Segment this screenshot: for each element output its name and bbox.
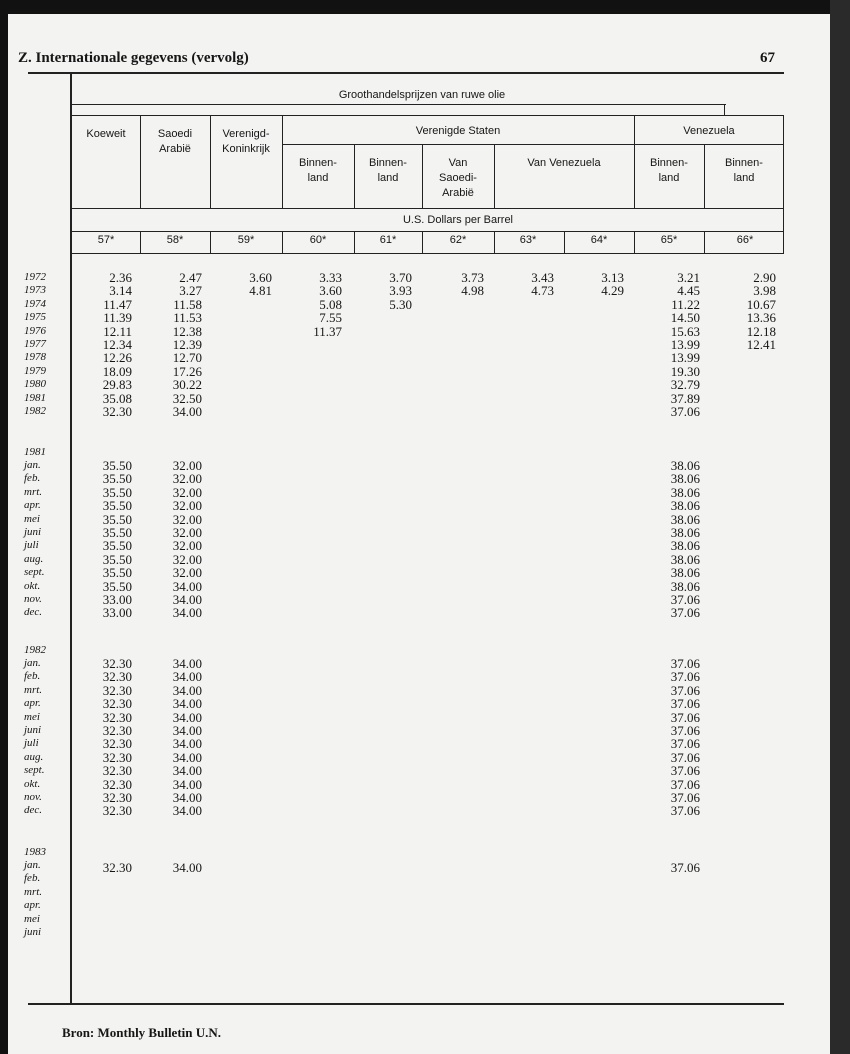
vs-group-rule [282, 144, 634, 145]
row-label-year: 1981 [24, 391, 46, 404]
row-label-year: 1982 [24, 405, 46, 417]
table-cell: 13.36 [746, 310, 776, 326]
row-label-month: mei [24, 912, 40, 925]
table-cell: 12.70 [172, 350, 202, 366]
codes-bottom-rule [70, 253, 784, 254]
row-label-month: aug. [24, 750, 44, 763]
header-line: Binnen- [299, 157, 337, 169]
table-cell: 32.30 [102, 763, 132, 779]
table-cell: 32.00 [172, 525, 202, 540]
row-label-month: dec. [24, 804, 43, 817]
table-cell: 2.47 [179, 270, 202, 285]
table-cell: 37.06 [670, 763, 700, 779]
table-cell: 5.08 [319, 296, 342, 312]
table-cell: 19.30 [670, 363, 700, 379]
row-label-month: jan. [24, 657, 41, 669]
table-cell: 37.06 [670, 709, 700, 725]
ven-group-rule [634, 144, 784, 145]
row-label-month: juni [24, 526, 42, 538]
header-line: land [658, 172, 680, 184]
code-sep [210, 231, 211, 254]
table-cell: 14.50 [670, 310, 700, 326]
table-cell: 34.00 [172, 763, 202, 779]
table-cell: 32.50 [172, 390, 202, 406]
row-label-year: 1973 [24, 284, 46, 297]
table-cell: 34.00 [172, 605, 202, 621]
table-cell: 13.99 [670, 337, 700, 352]
columns-bottom-rule [70, 208, 784, 209]
code-sep [354, 231, 355, 254]
table-cell: 3.60 [319, 283, 342, 299]
row-label-year: 1980 [24, 378, 46, 391]
table-cell: 37.06 [670, 605, 700, 621]
row-label-month: juli [24, 539, 39, 552]
table-cell: 3.70 [389, 270, 412, 285]
row-label-month: apr. [24, 499, 41, 512]
table-cell: 30.22 [172, 377, 202, 393]
table-cell: 3.98 [753, 283, 776, 299]
table-cell: 34.00 [172, 790, 202, 805]
row-label-year: 1972 [24, 271, 46, 283]
table-cell: 3.93 [389, 283, 412, 299]
column-code: 65* [660, 234, 678, 246]
table-cell: 3.21 [677, 270, 700, 285]
table-cell: 11.53 [173, 310, 202, 326]
row-label-month: mei [24, 512, 40, 525]
row-label-month: juni [24, 724, 42, 736]
code-sep [422, 231, 423, 254]
table-cell: 3.43 [531, 270, 554, 285]
table-cell: 32.00 [172, 551, 202, 567]
header-line: land [307, 172, 329, 184]
table-cell: 11.37 [313, 323, 342, 339]
table-cell: 4.45 [677, 283, 700, 299]
row-label-month: feb. [24, 472, 41, 485]
row-label-month: nov. [24, 593, 42, 605]
table-cell: 12.18 [746, 323, 776, 339]
row-label-month: dec. [24, 606, 43, 619]
table-cell: 12.39 [172, 337, 202, 352]
table-cell: 37.06 [670, 749, 700, 765]
row-label-month: aug. [24, 552, 44, 565]
table-cell: 12.38 [172, 323, 202, 339]
table-cell: 34.00 [172, 736, 202, 752]
block-label-year: 1983 [24, 846, 46, 858]
table-cell: 38.06 [670, 484, 700, 500]
table-cell: 11.58 [173, 296, 202, 312]
codes-top-rule [70, 231, 784, 232]
row-label-month: okt. [24, 579, 41, 592]
col-header-saoedi-arabie [140, 127, 210, 157]
table-cell: 38.06 [670, 471, 700, 487]
header-line: Koninkrijk [222, 143, 270, 155]
table-cell: 35.50 [102, 484, 132, 500]
row-label-month: mrt. [24, 885, 43, 898]
table-cell: 34.00 [172, 776, 202, 792]
table-cell: 32.30 [102, 776, 132, 792]
table-cell: 37.06 [670, 682, 700, 698]
header-line: land [733, 172, 755, 184]
table-cell: 38.06 [670, 578, 700, 594]
table-cell: 32.00 [172, 498, 202, 514]
table-cell: 34.00 [172, 696, 202, 712]
page-number: 67 [760, 50, 775, 66]
column-code: 66* [736, 234, 754, 246]
table-cell: 37.89 [670, 390, 700, 406]
table-cell: 32.00 [172, 511, 202, 527]
columns-top-rule [70, 115, 784, 116]
table-cell: 34.00 [172, 656, 202, 671]
table-cell: 34.00 [172, 723, 202, 738]
table-cell: 32.30 [102, 803, 132, 819]
row-label-month: sept. [24, 764, 45, 777]
table-cell: 35.50 [102, 511, 132, 527]
table-cell: 37.06 [670, 404, 700, 419]
col-header-vs-van-saoedi-arabie [422, 156, 494, 201]
table-cell: 34.00 [172, 803, 202, 819]
row-label-month: apr. [24, 899, 41, 912]
table-cell: 33.00 [102, 592, 132, 607]
col-header-vs-van-venezuela: Van Venezuela [527, 157, 601, 169]
row-label-month: juli [24, 737, 39, 750]
table-cell: 11.22 [671, 296, 700, 312]
col-header-ven-binnenland-1 [634, 156, 704, 186]
table-cell: 12.11 [103, 323, 132, 339]
table-cell: 32.00 [172, 471, 202, 487]
table-cell: 10.67 [746, 296, 776, 312]
group-header-verenigde-staten: Verenigde Staten [415, 125, 501, 137]
column-code: 57* [97, 234, 115, 246]
row-label-month: mei [24, 710, 40, 723]
table-cell: 2.90 [753, 270, 776, 285]
table-cell: 33.00 [102, 605, 132, 621]
table-cell: 35.08 [102, 390, 132, 406]
table-cell: 35.50 [102, 565, 132, 581]
table-cell: 34.00 [172, 749, 202, 765]
title-bottom-rule [70, 104, 726, 105]
table-cell: 32.30 [102, 404, 132, 419]
column-code: 60* [309, 234, 327, 246]
table-cell: 17.26 [172, 363, 202, 379]
col-header-vs-binnenland-2 [354, 156, 422, 186]
table-cell: 32.30 [102, 682, 132, 698]
table-cell: 37.06 [670, 696, 700, 712]
table-cell: 32.30 [102, 736, 132, 752]
column-code: 64* [590, 234, 608, 246]
table-cell: 32.30 [102, 709, 132, 725]
row-label-month: jan. [24, 859, 41, 871]
table-cell: 5.30 [389, 296, 412, 312]
table-cell: 11.39 [103, 310, 132, 326]
header-line: Binnen- [725, 157, 763, 169]
table-cell: 3.73 [461, 270, 484, 285]
table-cell: 29.83 [102, 377, 132, 393]
column-code: 61* [379, 234, 397, 246]
row-label-month: okt. [24, 777, 41, 790]
table-cell: 11.47 [103, 296, 132, 312]
table-bottom-rule [28, 1003, 784, 1005]
table-cell: 37.06 [670, 592, 700, 607]
table-cell: 32.00 [172, 565, 202, 581]
row-label-year: 1974 [24, 297, 46, 310]
table-cell: 2.36 [109, 270, 132, 285]
table-cell: 37.06 [670, 790, 700, 805]
row-label-year: 1977 [24, 338, 46, 350]
page-edge-shadow [830, 0, 850, 1054]
table-cell: 32.30 [102, 860, 132, 875]
table-cell: 37.06 [670, 803, 700, 819]
table-cell: 3.27 [179, 283, 202, 299]
table-cell: 35.50 [102, 498, 132, 514]
page-title: Z. Internationale gegevens (vervolg) [18, 50, 249, 66]
table-cell: 38.06 [670, 498, 700, 514]
column-code: 58* [166, 234, 184, 246]
source-note: Bron: Monthly Bulletin U.N. [62, 1025, 222, 1040]
table-cell: 13.99 [670, 350, 700, 366]
row-label-month: juni [24, 926, 42, 938]
table-cell: 35.50 [102, 471, 132, 487]
column-code: 63* [519, 234, 537, 246]
table-cell: 35.50 [102, 538, 132, 554]
code-sep [140, 231, 141, 254]
header-line: Van [448, 157, 468, 169]
row-label-month: mrt. [24, 485, 43, 498]
table-cell: 32.00 [172, 458, 202, 473]
table-cell: 12.41 [746, 337, 776, 352]
table-cell: 12.26 [102, 350, 132, 366]
header-rule [28, 72, 784, 74]
table-cell: 35.50 [102, 525, 132, 540]
row-label-month: sept. [24, 566, 45, 579]
table-cell: 32.00 [172, 484, 202, 500]
block-label-year: 1981 [24, 446, 46, 458]
table-cell: 32.30 [102, 790, 132, 805]
table-cell: 34.00 [172, 682, 202, 698]
table-cell: 35.50 [102, 458, 132, 473]
table-cell: 4.29 [601, 283, 624, 299]
row-label-month: mrt. [24, 683, 43, 696]
table-cell: 3.33 [319, 270, 342, 285]
row-label-month: feb. [24, 872, 41, 885]
column-code: 59* [237, 234, 255, 246]
row-label-month: jan. [24, 459, 41, 471]
col-header-ven-binnenland-2 [704, 156, 784, 186]
table-cell: 32.30 [102, 749, 132, 765]
block-label-year: 1982 [24, 644, 46, 656]
table-cell: 4.73 [531, 283, 554, 299]
table-cell: 34.00 [172, 860, 202, 875]
table-cell: 18.09 [102, 363, 132, 379]
row-label-month: apr. [24, 697, 41, 710]
code-sep [282, 231, 283, 254]
table-cell: 32.30 [102, 656, 132, 671]
table-cell: 37.06 [670, 656, 700, 671]
row-label-year: 1976 [24, 324, 46, 337]
header-line: Saoedi- [439, 172, 477, 184]
table-cell: 4.81 [249, 283, 272, 299]
code-sep [704, 231, 705, 254]
header-line: Saoedi [157, 128, 193, 140]
table-cell: 34.00 [172, 578, 202, 594]
table-cell: 37.06 [670, 736, 700, 752]
table-cell: 37.06 [670, 860, 700, 875]
table-cell: 15.63 [670, 323, 700, 339]
code-sep [634, 231, 635, 254]
table-cell: 38.06 [670, 458, 700, 473]
table-cell: 34.00 [172, 669, 202, 685]
code-sep [494, 231, 495, 254]
table-cell: 38.06 [670, 538, 700, 554]
table-cell: 38.06 [670, 551, 700, 567]
table-cell: 38.06 [670, 525, 700, 540]
code-sep [564, 231, 565, 254]
table-cell: 3.13 [601, 270, 624, 285]
table-cell: 34.00 [172, 592, 202, 607]
table-cell: 7.55 [319, 310, 342, 326]
table-cell: 38.06 [670, 511, 700, 527]
row-label-year: 1979 [24, 364, 46, 377]
group-header-venezuela: Venezuela [683, 125, 735, 137]
table-cell: 3.60 [249, 270, 272, 285]
table-cell: 4.98 [461, 283, 484, 299]
col-header-verenigd-koninkrijk [210, 127, 282, 157]
header-line: Arabië [442, 187, 474, 199]
table-cell: 37.06 [670, 776, 700, 792]
table-cell: 34.00 [172, 404, 202, 419]
table-cell: 32.00 [172, 538, 202, 554]
header-line: Arabië [159, 143, 191, 155]
row-label-year: 1975 [24, 311, 46, 324]
row-label-year: 1978 [24, 351, 46, 364]
table-cell: 37.06 [670, 723, 700, 738]
col-header-vs-binnenland-1 [282, 156, 354, 186]
header-line: Binnen- [650, 157, 688, 169]
row-label-month: feb. [24, 670, 41, 683]
header-line: Verenigd- [222, 128, 270, 140]
header-line: Binnen- [369, 157, 407, 169]
table-cell: 32.79 [670, 377, 700, 393]
table-cell: 32.30 [102, 669, 132, 685]
table-cell: 37.06 [670, 669, 700, 685]
row-label-month: nov. [24, 791, 42, 803]
col-sep [494, 145, 495, 209]
table-cell: 12.34 [102, 337, 132, 352]
table-cell: 35.50 [102, 551, 132, 567]
header-line: land [377, 172, 399, 184]
col-header-koeweit: Koeweit [86, 128, 126, 140]
table-cell: 34.00 [172, 709, 202, 725]
table-cell: 35.50 [102, 578, 132, 594]
table-cell: 3.14 [109, 283, 132, 299]
table-main-title: Groothandelsprijzen van ruwe olie [338, 89, 506, 101]
table-cell: 32.30 [102, 696, 132, 712]
table-cell: 32.30 [102, 723, 132, 738]
table-cell: 38.06 [670, 565, 700, 581]
unit-label: U.S. Dollars per Barrel [402, 214, 514, 226]
column-code: 62* [449, 234, 467, 246]
